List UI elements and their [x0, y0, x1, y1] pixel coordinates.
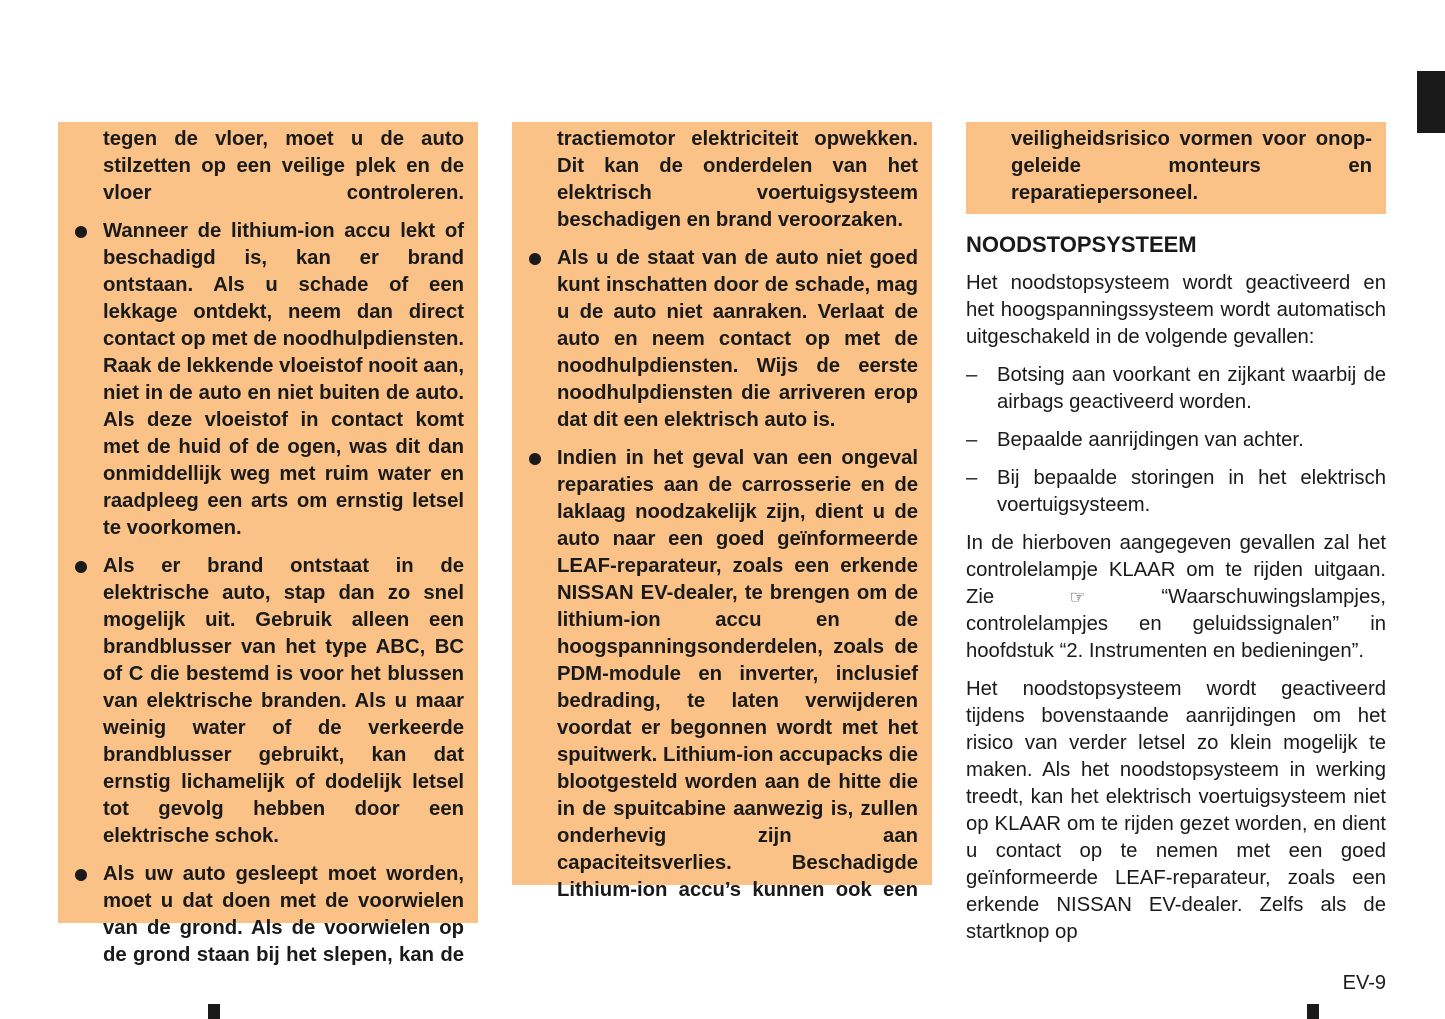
bullet-dot-icon — [75, 869, 87, 881]
warning-box-left — [58, 122, 478, 966]
warning-bullet-text: Als u de staat van de auto niet goed kunt inschatten door de schade, mag u de auto niet aanraken. Verlaat de auto en neem contact op met de noodhulpdiensten. Wijs de eerste noodhulpdiensten die arriveren erop dat dit een elektrisch auto is. — [557, 247, 918, 431]
warning-bullet-text: Als uw auto gesleept moet worden, moet u dat doen met de voorwielen van de grond. Als de voorwielen op de grond staan bij het slepen, kan de — [103, 863, 464, 966]
warning-box-right — [966, 122, 1386, 214]
warning-bullet — [103, 861, 464, 969]
crop-mark-left — [208, 1004, 220, 1019]
bullet-dot-icon — [75, 226, 87, 238]
warning-continuation-line: reparatiepersoneel. — [1011, 182, 1199, 204]
page-number: EV-9 — [1342, 972, 1386, 994]
warning-continuation-line: veiligheidsrisico vormen voor onop- — [1011, 128, 1372, 150]
reference-paragraph — [966, 530, 1386, 665]
chapter-tab-marker — [1417, 71, 1445, 133]
dash-marker: – — [966, 429, 978, 451]
bullet-dot-icon — [529, 253, 541, 265]
warning-continuation-text: tractiemotor elektriciteit opwekken. Dit kan de onderdelen van het elektrisch voertuigsysteem beschadigen en brand veroorzaken. — [557, 128, 918, 231]
section-noodstopsysteem — [966, 230, 1386, 946]
dash-marker: – — [966, 467, 978, 489]
intro-paragraph: Het noodstopsysteem wordt geactiveerd en het hoogspanningssysteem wordt automatisch uitgeschakeld in de volgende gevallen: — [966, 272, 1386, 348]
warning-box-middle — [512, 122, 932, 901]
reference-link-text: “Waarschuwingslampjes, controlelampjes en geluidssignalen” in hoofdstuk “2. Instrumenten en bedieningen”. — [966, 586, 1386, 662]
bullet-dot-icon — [75, 561, 87, 573]
warning-continuation-line: geleide monteurs en — [1011, 155, 1372, 177]
warning-continuation-text: tegen de vloer, moet u de auto stilzetten op een veilige plek en de vloer controleren. — [103, 128, 464, 204]
case-list-item — [966, 465, 1386, 519]
reference-text-before: In de hierboven aangegeven gevallen zal het controlelampje KLAAR om te rijden uitgaan. Zie — [966, 532, 1386, 608]
warning-bullet — [557, 445, 918, 904]
warning-bullet-text: Wanneer de lithium-ion accu lekt of beschadigd is, kan er brand ontstaan. Als u schade of een lekkage ontdekt, neem dan direct contact op met de noodhulpdiensten. Raak de lekkende vloeistof nooit aan, niet in de auto en niet buiten de auto. Als deze vloeistof in contact komt met de huid of de ogen, was dit dan onmiddellijk weg met ruim water en raadpleeg een arts om ernstig letsel te voorkomen. — [103, 220, 464, 539]
pointing-hand-icon: ☞ — [1069, 587, 1086, 607]
case-list-item — [966, 427, 1386, 454]
body-paragraph: Het noodstopsysteem wordt geactiveerd tijdens bovenstaande aanrijdingen om het risico van verder letsel zo klein mogelijk te maken. Als het noodstopsysteem in werking treedt, kan het elektrisch voertuigsysteem niet op KLAAR om te rijden gezet worden, en dient u contact op te nemen met een goed geïnformeerde LEAF-reparateur, zoals een erkende NISSAN EV-dealer. Zelfs als de startknop op — [966, 678, 1386, 943]
warning-bullet — [103, 218, 464, 542]
warning-bullet — [103, 553, 464, 850]
case-text: Bepaalde aanrijdingen van achter. — [997, 429, 1304, 451]
warning-bullet-text: Indien in het geval van een ongeval reparaties aan de carrosserie en de laklaag noodzakelijk zijn, dient u de auto naar een goed geïnformeerde LEAF-reparateur, zoals een erkende NISSAN EV-dealer, te brengen om de lithium-ion accu en de hoogspanningsonderdelen, zoals de PDM-module en inverter, inclusief bedrading, te laten verwijderen voordat er begonnen wordt met het spuitwerk. Lithium-ion accupacks die blootgesteld worden aan de hitte die in de spuitcabine aanwezig is, zullen onderhevig zijn aan capaciteitsverlies. Beschadigde Lithium-ion accu’s kunnen ook een — [557, 447, 918, 901]
warning-bullet — [557, 245, 918, 434]
case-text: Botsing aan voorkant en zijkant waarbij de airbags geactiveerd worden. — [997, 364, 1386, 413]
crop-mark-right — [1307, 1004, 1319, 1019]
case-text: Bij bepaalde storingen in het elektrisch voertuigsysteem. — [997, 467, 1386, 516]
dash-marker: – — [966, 364, 978, 386]
bullet-dot-icon — [529, 453, 541, 465]
warning-bullet-text: Als er brand ontstaat in de elektrische auto, stap dan zo snel mogelijk uit. Gebruik alleen een brandblusser van het type ABC, BC of C die bestemd is voor het blussen van elektrische branden. Als u maar weinig water of de verkeerde brandblusser gebruikt, kan dat ernstig lichamelijk of dodelijk letsel tot gevolg hebben door een elektrische schok. — [103, 555, 464, 847]
case-list-item — [966, 362, 1386, 416]
section-title: NOODSTOPSYSTEEM — [966, 232, 1197, 257]
